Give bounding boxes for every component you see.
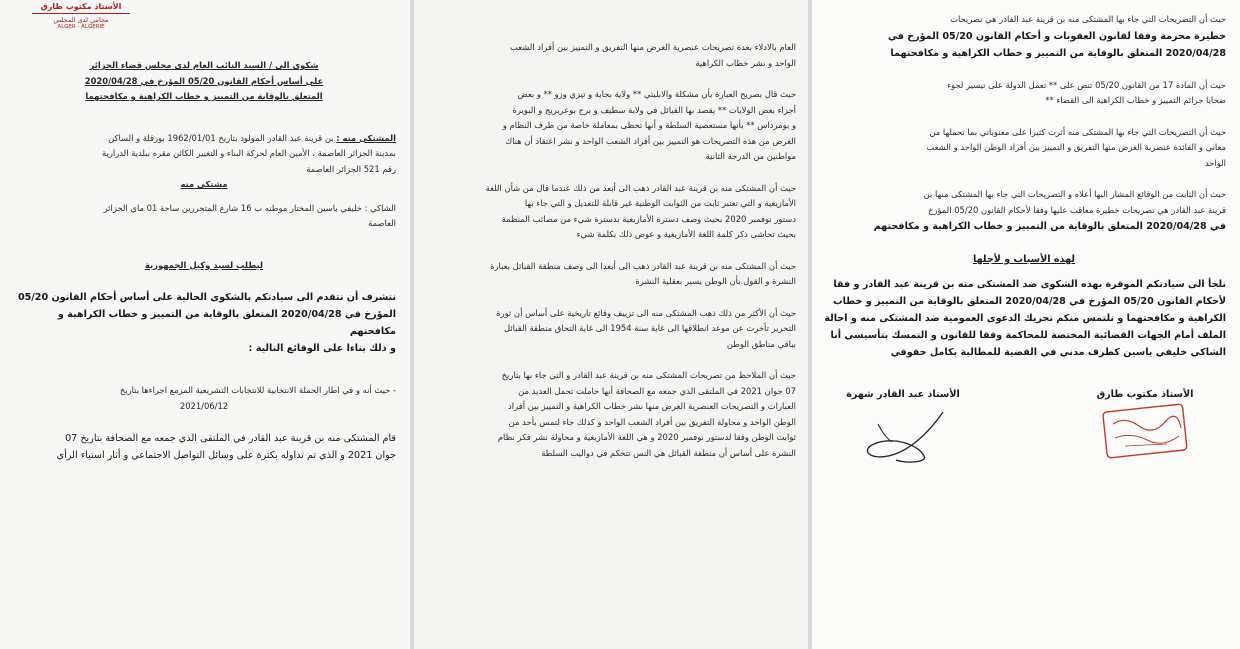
fact2-line: جوان 2021 و الذي تم تداوله بكثرة على وسائل التواصل الاجتماعي و أثار استياء الرأي [56, 450, 396, 461]
signatory-2 [828, 389, 978, 466]
paragraph-line: حيث أن التصريحات التي جاء بها المشتكى منه بن قرينة عبد القادر هي تصريحات [950, 14, 1226, 24]
paragraph-line: النشرة على أساس أن منطقة القبائل هي النس تتحكم في دواليب السلطة [541, 447, 796, 458]
paragraph-line: التحرير تأخرت عن موعد انطلاقها الى غاية سنة 1954 الى غاية التحاق منطقة القبائل [503, 323, 796, 333]
prayer-line: لأحكام القانون 05/20 المؤرخ في 2020/04/28 المتعلق بالوقاية من التمييز و خطاب [832, 296, 1226, 307]
paragraph-line: 2020/04/28 المتعلق بالوقاية من التمييز و خطاب الكراهية و مكافحتهما [890, 47, 1226, 59]
defendant-label: المشتكى منه : [336, 132, 396, 143]
paragraph-line: و بومرداس ** بأنها مستعصية السلطة و أنها تحظى بمعاملة خاصة من طرف النظام و [502, 120, 796, 130]
paragraph-line: حيث أن التصريحات التي جاء بها المشتكى منه أثرت كثيرا على معنوياتي بما تحملها من [929, 126, 1226, 137]
defendant-line: بمدينة الجزائر العاصمة ، الأمين العام لحركة البناء و التغيير الكائن مقره ببلدية الدرارية [102, 148, 396, 158]
letterhead-name: الأستاذ مكتوب طارق [40, 2, 122, 11]
signatory-name: الأستاذ عبد القادر شهرة [846, 389, 960, 400]
intro-line: و ذلك بناءا على الوقائع التالية : [248, 343, 396, 354]
prayer-line: الشاكي خليفي ياسين كطرف مدني في القضية للمطالبة بكامل حقوقي [890, 347, 1226, 358]
paragraph-line: حيث قال بصريح العبارة بأن مشكلة والابليتي ** ولاية بجاية و تيزي وزو ** و بعض [517, 89, 796, 99]
paragraph-line: مواطنين من الدرجة الثانية [705, 151, 796, 161]
paragraph-line: خطيرة محرمة وفقا لقانون العقوبات و أحكام القانون 05/20 المؤرخ في [887, 30, 1226, 42]
complainant-section [12, 201, 396, 232]
paragraph-line: الوطن الواحد و محاولة التفريق بين أفراد الشعب الواحد و كذلك جاء لتمس بأحد من [508, 416, 796, 427]
paragraph-line: 07 جوان 2021 في الملتقى الذي جمعه مع الصحافة أنها حاملت تحمل العديد من [518, 385, 796, 396]
paragraph [426, 259, 796, 290]
intro-line: المؤرخ في 2020/04/28 المتعلق بالوقاية من التمييز و خطاب الكراهية و مكافحتهم [57, 309, 396, 337]
addressee: ليطلب لسيد وكيل الجمهورية [144, 259, 264, 270]
paragraph-line: حيث أن المادة 17 من القانون 05/20 تنص على ** تعمل الدولة على تيسير لجوء [947, 79, 1226, 90]
defendant-section [12, 131, 396, 193]
paragraph-line: الأمازيغية و التي تعتبر ثابت من الثوابت الوطنية غير قابلة للتعديل و التي جاء بها [524, 198, 796, 208]
complainant-line: العاصمة [368, 218, 396, 228]
title-line: شكوى الى / السيد النائب العام لدى مجلس قضاء الجزائر [89, 60, 319, 70]
letterhead-address: ALGER - ALGERIE [57, 24, 105, 30]
paragraph-line: ضحايا جرائم التمييز و خطاب الكراهية الى القضاء ** [1045, 95, 1226, 105]
paragraph-line: حيث أن الملاحظ من تصريحات المشتكى منه بن قرينة عبد القادر و التي جاء بها بتاريخ [501, 370, 796, 380]
paragraph-line: في 2020/04/28 المتعلق بالوقاية من التمييز و خطاب الكراهية و مكافحتهم [873, 221, 1226, 232]
paragraph-line: حيث أن الثابت من الوقائع المشار اليها أعلاه و التصريحات التي جاء بها المشتكى منها بن [923, 189, 1226, 199]
paragraph [426, 306, 796, 353]
paragraph-line: الواحد و نشر خطاب الكراهية [695, 57, 796, 68]
paragraph [822, 78, 1226, 109]
paragraph-line: الواحد [1204, 157, 1226, 168]
title-line: المتعلق بالوقاية من التمييز و خطاب الكراهية و مكافحتهما [85, 91, 323, 101]
paragraph-line: حيث أن المشتكى منه بن قرينة عبد القادر ذهب الى أبعدا الى وصف منطقة القبائل بعبارة [490, 260, 796, 271]
letterhead-title: محامي لدى المجلس [53, 16, 109, 24]
section-heading: لهذه الأسباب و لأجلها [972, 254, 1076, 265]
paragraph [426, 40, 796, 71]
paragraph [426, 87, 796, 165]
paragraph [426, 181, 796, 243]
paragraph [822, 125, 1226, 172]
signature-block [822, 389, 1226, 466]
lawyer-stamp-icon [1095, 402, 1195, 462]
paragraph-line: دستور نوفمبر 2020 بحيث وصف دسترة الأمازيغية بدسترة شيء من مصائب المنظمة [501, 213, 796, 224]
paragraph-line: بحيث تحاشى ذكر كلمة اللغة الأمازيغية و عوض ذلك بكلمة شيء [576, 229, 796, 239]
fact-line: - حيث أنه و في اطار الحملة الانتخابية للانتخابات التشريعية المزمع اجراءها بتاريخ [119, 385, 396, 395]
fact2-section [12, 430, 396, 464]
prayer-line: الملف أمام الجهات القضائية المختصة للمحاكمة وفقا للقانون و التمسك بتأسيسي أنا [830, 330, 1226, 341]
paragraph-line: حيث أن الأكثر من ذلك ذهب المشتكى منه الى تزييف وقائع تاريخية على أساس أن ثورة [496, 307, 796, 318]
document-page-2 [414, 0, 808, 649]
paragraph-line: حيث أن المشتكى منه بن قرينة عبد القادر ذهب الى أبعد من ذلك عندما قال من شأن اللغة [485, 182, 796, 193]
intro-line: نتشرف أن نتقدم الى سيادتكم بالشكوى الحالية على أساس أحكام القانون 05/20 [17, 292, 396, 303]
fact-line: 2021/06/12 [179, 400, 229, 411]
defendant-line: بن قرينة عبد القادر المولود بتاريخ 1962/01/01 بورقلة و الساكن [108, 132, 334, 143]
intro-section [12, 289, 396, 357]
paragraph-line: قرينة عبد القادر هي تصريحات خطيرة معاقب عليها وفقا لأحكام القانون 05/20 المؤرخ [928, 204, 1226, 215]
paragraph-line: الغرض من هذه التصريحات هو التمييز بين أفراد الشعب الواحد و نشر اعتقاد أن هناك [505, 135, 796, 146]
document-page-3 [812, 0, 1240, 649]
prayer-section [822, 276, 1226, 361]
document-page-1 [0, 0, 410, 649]
paragraph-line: معاني و الفائدة عنصرية الغرض منها التفريق و التمييز بين أفراد الوطن الواحد و الشعب [926, 142, 1226, 152]
paragraph-line: النشرة و القول بأن الوطن يسير بعقلية النشرة [635, 276, 796, 286]
paragraph [822, 187, 1226, 235]
handwritten-signature-icon [848, 404, 958, 466]
letterhead-rule [32, 13, 130, 14]
paragraph [822, 12, 1226, 62]
prayer-line: الكراهية و مكافحتهما و نلتمس منكم تحريك الدعوى العمومية ضد المشتكى منه و احالة [824, 313, 1226, 324]
paragraph [426, 368, 796, 461]
paragraph-line: بباقي مناطق الوطن [726, 338, 796, 349]
complainant-line: الشاكي : خليفي ياسين المختار موطنه ب 16 شارع المتحررين ساحة 01 ماي الجزائر [103, 202, 396, 213]
fact2-line: قام المشتكى منه بن قرينة عبد القادر في الملتقى الذي جمعه مع الصحافة بتاريخ 07 [65, 433, 396, 444]
letterhead-stamp [26, 2, 136, 40]
prayer-line: نلجأ الى سيادتكم الموقرة بهذه الشكوى ضد المشتكى منه بن قرينة عبد القادر و فقا [833, 279, 1226, 290]
title-line: على أساس أحكام القانون 05/20 المؤرخ في 2020/04/28 [84, 75, 324, 86]
paragraph-line: ثوابت الوطن وفقا لدستور نوفمبر 2020 و هي اللغة الأمازيغية و محاولة نشر فكر نظام [497, 432, 796, 442]
signatory-name: الأستاذ مكتوب طارق [1096, 389, 1194, 400]
signatory-1 [1070, 389, 1220, 466]
fact-section [12, 383, 396, 414]
defendant-footer: مشتكى منه [180, 179, 228, 189]
defendant-line: رقم 521 الجزائر العاصمة [306, 163, 396, 174]
paragraph-line: العبارات و التصريحات العنصرية الغرض منها نشر خطاب الكراهية و التمييز بين أفراد [508, 401, 796, 411]
complaint-title [12, 58, 396, 105]
paragraph-line: العام بالادلاء بعدة تصريحات عنصرية الغرض منها التفريق و التمييز بين أفراد الشعب [510, 42, 796, 52]
paragraph-line: أجزاء بعض الولايات ** يقصد بها القبائل في ولاية سطيف و برج بوعريريج و البويرة [512, 104, 796, 115]
